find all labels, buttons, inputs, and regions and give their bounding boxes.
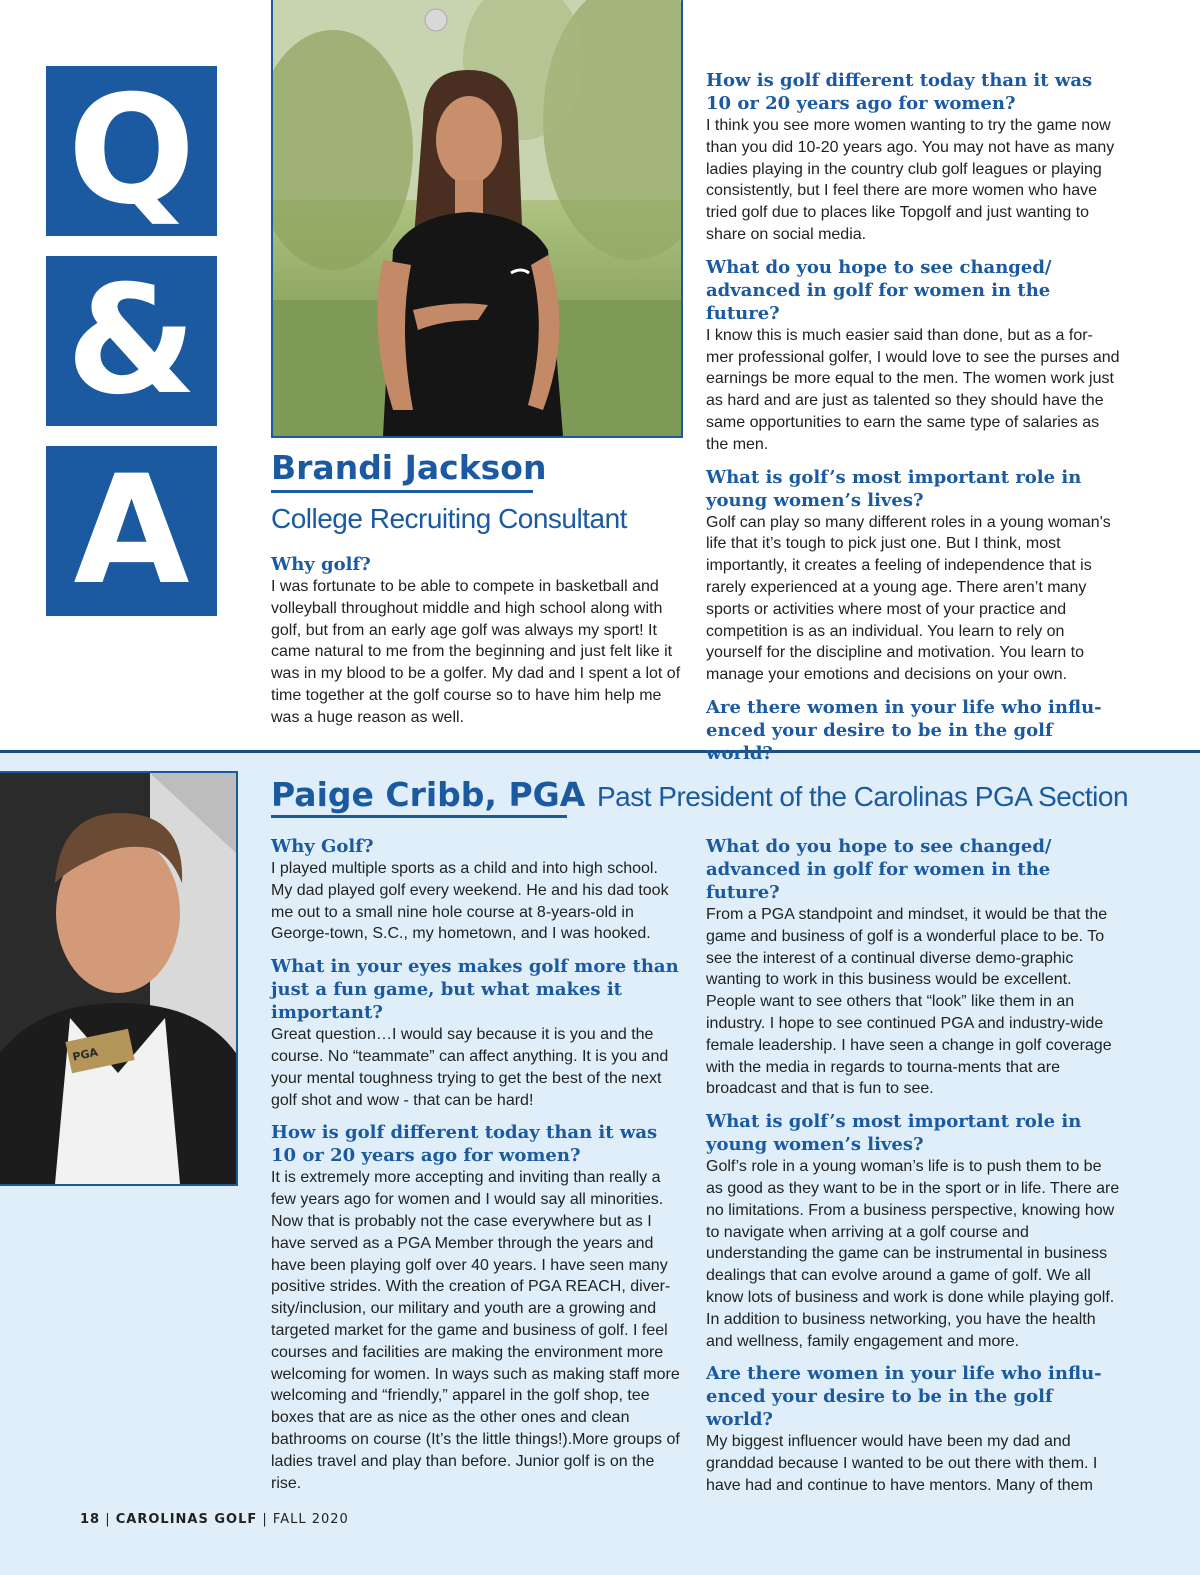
brandi-photo-illustration — [273, 0, 681, 436]
article2-answer-3: It is extremely more accepting and inviting than really a few years ago for women and I would say all minorities. Now that is probably not the case everywhere but as I have served as a PGA Member through the years and have been playing golf over 40 years. I have seen many positive strides. With the creation of PGA REACH, diver-sity/inclusion, our military and youth are a growing and targeted market for the game and business of golf. I feel courses and facilities are making the environment more welcoming for women. In ways such as making staff more welcoming and “friendly,” apparel in the golf shop, tee boxes that are as nice as the other ones and clean bathrooms on course (It’s the little things!).More groups of ladies travel and play than before. Junior golf is on the rise. — [271, 1169, 680, 1492]
article2-right-column — [706, 835, 1120, 1507]
pga-name-tag-text: PGA — [71, 1045, 100, 1064]
article2-name-underline — [271, 815, 567, 818]
article2-question-6: Are there women in your life who influ-enced your desire to be in the golf world? — [706, 1363, 1102, 1431]
article1-question-2: How is golf different today than it was 10 or 20 years ago for women? — [706, 70, 1093, 114]
article1-right-column — [706, 69, 1120, 765]
footer-separator: | — [105, 1512, 116, 1527]
qa-a-letter: A — [73, 444, 190, 618]
paige-photo-illustration — [0, 773, 236, 1184]
paige-cribb-photo — [0, 771, 238, 1186]
article2-answer-4: From a PGA standpoint and mindset, it would be that the game and business of golf is a wonderful place to be. To see the interest of a continual diverse demo-graphic wanting to work in this business would be excellent. People want to see others that “look” like them in an industry. I hope to see continued PGA and industry-wide female leadership. I have seen a change in golf coverage with the media in regards to tourna-ments that are broadcast and that is fun to see. — [706, 906, 1112, 1098]
qa-q-block — [46, 66, 217, 236]
article1-name: Brandi Jackson — [271, 448, 547, 487]
article2-question-5: What is golf’s most important role in young women’s lives? — [706, 1111, 1082, 1156]
issue-name: FALL 2020 — [272, 1512, 349, 1527]
page-footer — [80, 1512, 349, 1527]
article1-question-3: What do you hope to see changed/ advanced in golf for women in the future? — [706, 256, 1052, 324]
article1-question-4: What is golf’s most important role in young women’s lives? — [706, 466, 1082, 511]
article2-name: Paige Cribb, PGA — [271, 775, 586, 814]
article1-question-5: Are there women in your life who influ-enced your desire to be in the golf world? — [706, 696, 1102, 764]
page-number: 18 — [80, 1512, 101, 1527]
article1-answer-3: I know this is much easier said than done, but as a for-mer professional golfer, I would love to see the purses and earnings be more equal to the men. The women work just as hard and are just as talented so they should have the same opportunities to earn the same type of salaries as the men. — [706, 326, 1120, 453]
magazine-name: CAROLINAS GOLF — [115, 1512, 258, 1527]
footer-separator: | — [262, 1512, 273, 1527]
article2-role: Past President of the Carolinas PGA Section — [597, 781, 1129, 812]
article1-question-1: Why golf? — [271, 554, 371, 575]
article2-question-2: What in your eyes makes golf more than just a fun game, but what makes it important? — [271, 956, 679, 1024]
article2-left-column — [271, 835, 683, 1504]
article2-question-1: Why Golf? — [271, 836, 374, 857]
article1-answer-2: I think you see more women wanting to try the game now than you did 10-20 years ago. You may not have as many ladies playing in the country club golf leagues or playing consistently, but I feel there are more women who have tried golf due to places like Topgolf and just wanting to share on social media. — [706, 117, 1115, 243]
qa-q-letter: Q — [67, 64, 196, 238]
article2-answer-2: Great question…I would say because it is you and the course. No “teammate” can affect anything. It is you and your mental toughness trying to get the best of the next golf shot and wow - that can be hard! — [271, 1026, 669, 1109]
article1-answer-1: I was fortunate to be able to compete in basketball and volleyball throughout middle and high school along with golf, but from an early age golf was always my sport! It came natural to me from the beginning and just felt like it was in my blood to be a golfer. My dad and I spent a lot of time together at the golf course so to have him help me was a huge reason as well. — [271, 578, 681, 726]
qa-a-block — [46, 446, 217, 616]
brandi-jackson-photo — [271, 0, 683, 438]
article1-role: College Recruiting Consultant — [271, 503, 627, 534]
article2-answer-5: Golf’s role in a young woman’s life is to push them to be as good as they want to be in the sport or in life. There are no limitations. From a business perspective, knowing how to navigate when arriving at a golf course and understanding the game can be instrumental in business dealings that can evolve around a game of golf. We all know lots of business and work is done while playing golf. In addition to business networking, you have the health and wellness, family engagement and more. — [706, 1158, 1120, 1350]
qa-amp-block — [46, 256, 217, 426]
qa-amp-letter: & — [66, 254, 197, 428]
article2-answer-1: I played multiple sports as a child and into high school. My dad played golf every weekend. He and his dad took me out to a small nine hole course at 8-years-old in George-town, S.C., my hometown, and I was hooked. — [271, 860, 669, 943]
article2-question-3: How is golf different today than it was 10 or 20 years ago for women? — [271, 1122, 658, 1167]
article2-question-4: What do you hope to see changed/ advanced in golf for women in the future? — [706, 836, 1052, 903]
article2-answer-6: My biggest influencer would have been my dad and granddad because I wanted to be out there with them. I have had and continue to have mentors. Many of them — [706, 1433, 1098, 1494]
article1-answer-4: Golf can play so many different roles in a young woman's life that it’s tough to pick just one. But I think, most importantly, it creates a feeling of independence that is rarely experienced at a young age. There aren’t many sports or activities where most of your practice and competition is as an individual. You learn to rely on yourself for the discipline and motivation. You learn to manage your emotions and decisions on your own. — [706, 513, 1111, 684]
article1-left-column — [271, 553, 681, 739]
article1-name-underline — [271, 490, 533, 493]
